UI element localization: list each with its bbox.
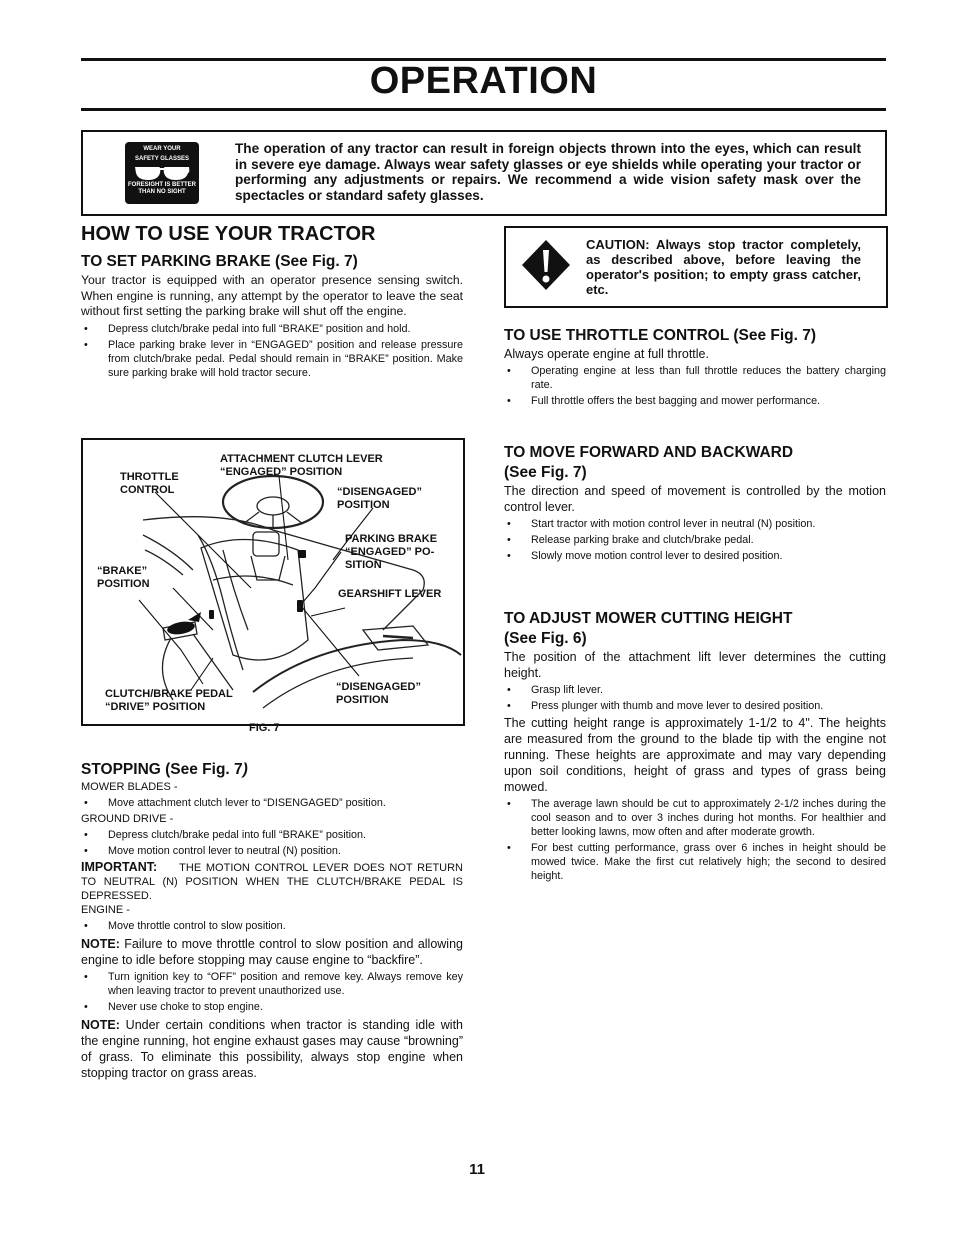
parking-brake-steps <box>81 322 463 380</box>
badge-line-2: SAFETY GLASSES <box>135 156 189 162</box>
list-item: • Press plunger with thumb and move lever to desired position. <box>504 699 886 713</box>
throttle-body: Always operate engine at full throttle. <box>504 347 709 361</box>
ground-drive-steps <box>81 828 463 858</box>
cutting-height-body: The position of the attachment lift lever determines the cutting height. <box>504 650 886 680</box>
cutting-height-steps <box>504 683 886 713</box>
note-browning <box>81 1017 463 1081</box>
move-title-line-1: TO MOVE FORWARD AND BACKWARD <box>504 444 794 461</box>
figure-caption: FIG. 7 <box>249 722 280 734</box>
note-label: NOTE: <box>81 1018 120 1032</box>
cutting-height-section <box>504 609 886 885</box>
label-parking-brake: PARKING BRAKE “ENGAGED” PO- SITION <box>345 533 438 571</box>
list-item: • Never use choke to stop engine. <box>81 1000 463 1014</box>
page-number: 11 <box>469 1161 485 1178</box>
label-throttle-control: THROTTLE CONTROL <box>120 471 179 496</box>
list-item: • Operating engine at less than full throttle reduces the battery charging rate. <box>504 364 886 392</box>
label-brake-position: “BRAKE” POSITION <box>97 565 150 590</box>
list-item: • Slowly move motion control lever to desired position. <box>504 549 886 563</box>
badge-line-3: FORESIGHT IS BETTER THAN NO SIGHT <box>127 182 196 195</box>
cutting-height-title-line-1: TO ADJUST MOWER CUTTING HEIGHT <box>504 610 793 627</box>
caution-box <box>504 226 888 308</box>
cutting-height-tips <box>504 797 886 883</box>
cutting-height-title-line-2: (See Fig. 6) <box>504 630 587 647</box>
list-item: • Move motion control lever to neutral (N) position. <box>81 844 463 858</box>
throttle-title: TO USE THROTTLE CONTROL (See Fig. 7) <box>504 327 817 344</box>
label-attachment-clutch: ATTACHMENT CLUTCH LEVER “ENGAGED” POSITION <box>220 453 383 478</box>
list-item: • Move attachment clutch lever to “DISENGAGED” position. <box>81 796 463 810</box>
safety-glasses-notice <box>81 130 887 216</box>
important-note <box>81 860 463 903</box>
parking-brake-section <box>81 252 463 382</box>
stopping-title: STOPPING (See Fig. 7) <box>81 761 248 778</box>
engine-label: ENGINE - <box>81 904 130 916</box>
note-label: NOTE: <box>81 937 120 951</box>
list-item: • The average lawn should be cut to approximately 2-1/2 inches during the cool season and to over 3 inches during hot months. For healthier and better looking lawns, mow often and after moderate growth. <box>504 797 886 839</box>
mower-blades-steps <box>81 796 463 810</box>
section-heading: HOW TO USE YOUR TRACTOR <box>81 223 376 245</box>
list-item: • Place parking brake lever in “ENGAGED” position and release pressure from clutch/brake pedal. Pedal should remain in “BRAKE” position. Make sure parking brake will hold tractor secure. <box>81 338 463 380</box>
throttle-notes <box>504 364 886 408</box>
list-item: • For best cutting performance, grass over 6 inches in height should be mowed twice. Make the first cut relatively high; the second to desired height. <box>504 841 886 883</box>
warning-icon <box>520 238 572 292</box>
final-stop-steps <box>81 970 463 1014</box>
ground-drive-label: GROUND DRIVE - <box>81 813 174 825</box>
mower-blades-label: MOWER BLADES - <box>81 781 178 793</box>
move-title-line-2: (See Fig. 7) <box>504 464 587 481</box>
badge-line-1: WEAR YOUR <box>143 146 181 152</box>
page-title: OPERATION <box>369 60 598 102</box>
safety-glasses-badge <box>125 142 199 204</box>
move-steps <box>504 517 886 563</box>
parking-brake-title: TO SET PARKING BRAKE (See Fig. 7) <box>81 253 358 270</box>
safety-notice-text: The operation of any tractor can result in foreign objects thrown into the eyes, which can result in severe eye damage. Always wear safety glasses or eye shields while operating your tractor or performing any adjustments or repairs. We recommend a wide vision safety mask over the spectacles or standard safety glasses. <box>235 141 861 203</box>
label-gearshift-lever: GEARSHIFT LEVER <box>338 588 442 600</box>
engine-steps <box>81 919 463 933</box>
throttle-section <box>504 326 886 410</box>
move-body: The direction and speed of movement is controlled by the motion control lever. <box>504 484 886 514</box>
safety-glasses-icon <box>133 164 191 182</box>
important-label: IMPORTANT: <box>81 860 158 874</box>
title-rule <box>81 108 886 111</box>
important-text: THE MOTION CONTROL LEVER DOES NOT RETURN TO NEUTRAL (N) POSITION WHEN THE CLUTCH/BRAKE PEDAL IS DEPRESSED. <box>81 862 463 902</box>
list-item: • Start tractor with motion control lever in neutral (N) position. <box>504 517 886 531</box>
list-item: • Release parking brake and clutch/brake pedal. <box>504 533 886 547</box>
parking-brake-body: Your tractor is equipped with an operator presence sensing switch. When engine is running, any attempt by the operator to leave the seat without first setting the parking brake will shut off the engine. <box>81 273 463 318</box>
cutting-height-range: The cutting height range is approximately 1-1/2 to 4". The heights are measured from the ground to the blade tip with the engine not running. These heights are approximate and may vary depending upon soil conditions, height of grass and types of grass being mowed. <box>504 716 886 794</box>
list-item: • Depress clutch/brake pedal into full “BRAKE” position and hold. <box>81 322 463 336</box>
label-clutch-brake-pedal: CLUTCH/BRAKE PEDAL “DRIVE” POSITION <box>105 688 233 713</box>
figure-7 <box>81 438 465 726</box>
label-disengaged-top: “DISENGAGED” POSITION <box>337 486 422 511</box>
list-item: • Turn ignition key to “OFF” position and remove key. Always remove key when leaving tractor to prevent unauthorized use. <box>81 970 463 998</box>
note-text: Under certain conditions when tractor is standing idle with the engine running, hot engine exhaust gases may cause “browning” of grass. To eliminate this possibility, always stop engine when stopping tractor on grass areas. <box>81 1018 463 1080</box>
stopping-section <box>81 760 463 1081</box>
note-backfire <box>81 936 463 968</box>
list-item: • Move throttle control to slow position. <box>81 919 463 933</box>
note-text: Failure to move throttle control to slow position and allowing engine to idle before stopping may cause engine to “backfire”. <box>81 937 463 967</box>
list-item: • Depress clutch/brake pedal into full “BRAKE” position. <box>81 828 463 842</box>
label-disengaged-bottom: “DISENGAGED” POSITION <box>336 681 421 706</box>
move-section <box>504 443 886 565</box>
list-item: • Grasp lift lever. <box>504 683 886 697</box>
list-item: • Full throttle offers the best bagging and mower performance. <box>504 394 886 408</box>
caution-text: CAUTION: Always stop tractor completely, as described above, before leaving the operator's position; to empty grass catcher, etc. <box>586 237 861 297</box>
